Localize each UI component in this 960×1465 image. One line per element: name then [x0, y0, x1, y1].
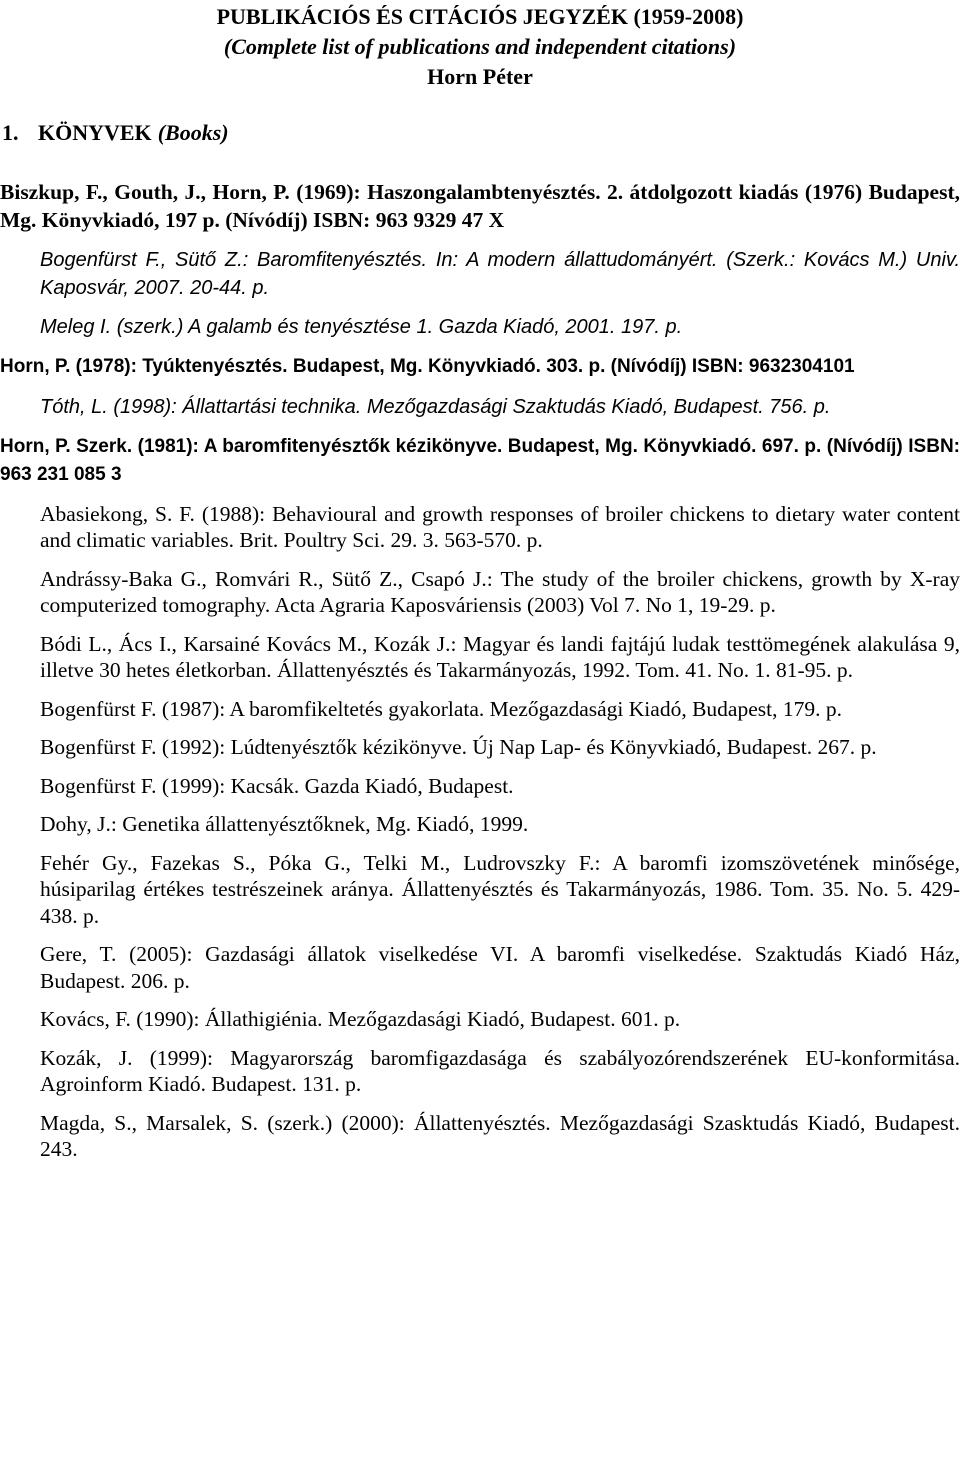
section-subtitle: (Books) [157, 120, 229, 145]
section-number: 1. [2, 120, 19, 145]
reference-entry: Horn, P. Szerk. (1981): A baromfitenyésztők kézikönyve. Budapest, Mg. Könyvkiadó. 697. p. (Nívódíj) ISBN: 963 231 085 3 [0, 435, 960, 485]
document-header [0, 2, 960, 92]
reference-entry: Meleg I. (szerk.) A galamb és tenyésztése 1. Gazda Kiadó, 2001. 197. p. [40, 316, 683, 338]
reference-entry: Horn, P. (1978): Tyúktenyésztés. Budapest, Mg. Könyvkiadó. 303. p. (Nívódíj) ISBN: 9632304101 [0, 355, 855, 377]
reference-entry: Abasiekong, S. F. (1988): Behavioural and growth responses of broiler chickens to dietary water content and climatic variables. Brit. Poultry Sci. 29. 3. 563-570. p. [40, 501, 960, 552]
reference-entry: Bogenfürst F. (1987): A baromfikeltetés gyakorlata. Mezőgazdasági Kiadó, Budapest, 179. p. [40, 696, 842, 721]
author-name: Horn Péter [427, 64, 533, 89]
reference-entry: Kovács, F. (1990): Állathigiénia. Mezőgazdasági Kiadó, Budapest. 601. p. [40, 1007, 681, 1031]
reference-list [0, 178, 960, 1175]
reference-entry: Tóth, L. (1998): Állattartási technika. Mezőgazdasági Szaktudás Kiadó, Budapest. 756. p. [40, 395, 831, 418]
reference-entry: Bódi L., Ács I., Karsainé Kovács M., Kozák J.: Magyar és landi fajtájú ludak testtömegének alakulása 9, illetve 30 hetes életkorban. Állattenyésztés és Takarmányozás, 1992. Tom. 41. No. 1. 81-95. p. [40, 631, 960, 682]
reference-entry: Bogenfürst F., Sütő Z.: Baromfitenyésztés. In: A modern állattudományért. (Szerk.: Kovács M.) Univ. Kaposvár, 2007. 20-44. p. [40, 249, 960, 299]
reference-entry: Andrássy-Baka G., Romvári R., Sütő Z., Csapó J.: The study of the broiler chickens, growth by X-ray computerized tomography. Acta Agraria Kaposváriensis (2003) Vol 7. No 1, 19-29. p. [40, 566, 960, 617]
reference-entry: Dohy, J.: Genetika állattenyésztőknek, Mg. Kiadó, 1999. [40, 812, 529, 836]
section-title: KÖNYVEK [38, 120, 152, 145]
document-subtitle: (Complete list of publications and independent citations) [223, 34, 737, 59]
reference-entry: Magda, S., Marsalek, S. (szerk.) (2000): Állattenyésztés. Mezőgazdasági Szasktudás Kiadó, Budapest. 243. [40, 1110, 960, 1161]
reference-entry: Gere, T. (2005): Gazdasági állatok viselkedése VI. A baromfi viselkedése. Szaktudás Kiadó Ház, Budapest. 206. p. [40, 942, 960, 993]
document-title: PUBLIKÁCIÓS ÉS CITÁCIÓS JEGYZÉK (1959-2008) [216, 4, 744, 29]
reference-entry: Kozák, J. (1999): Magyarország baromfigazdasága és szabályozórendszerének EU-konformitása. Agroinform Kiadó. Budapest. 131. p. [40, 1045, 960, 1096]
reference-entry: Fehér Gy., Fazekas S., Póka G., Telki M., Ludrovszky F.: A baromfi izomszövetének minősége, húsiparilag értékes testrészeinek aránya. Állattenyésztés és Takarmányozás, 1986. Tom. 35. No. 5. 429-438. p. [40, 850, 960, 928]
section-heading [2, 118, 229, 148]
reference-entry: Bogenfürst F. (1992): Lúdtenyésztők kézikönyve. Új Nap Lap- és Könyvkiadó, Budapest. 267. p. [40, 735, 877, 759]
reference-entry: Biszkup, F., Gouth, J., Horn, P. (1969): Haszongalambtenyésztés. 2. átdolgozott kiadás (1976) Budapest, Mg. Könyvkiadó, 197 p. (Nívódíj) ISBN: 963 9329 47 X [0, 180, 960, 232]
reference-entry: Bogenfürst F. (1999): Kacsák. Gazda Kiadó, Budapest. [40, 773, 514, 798]
